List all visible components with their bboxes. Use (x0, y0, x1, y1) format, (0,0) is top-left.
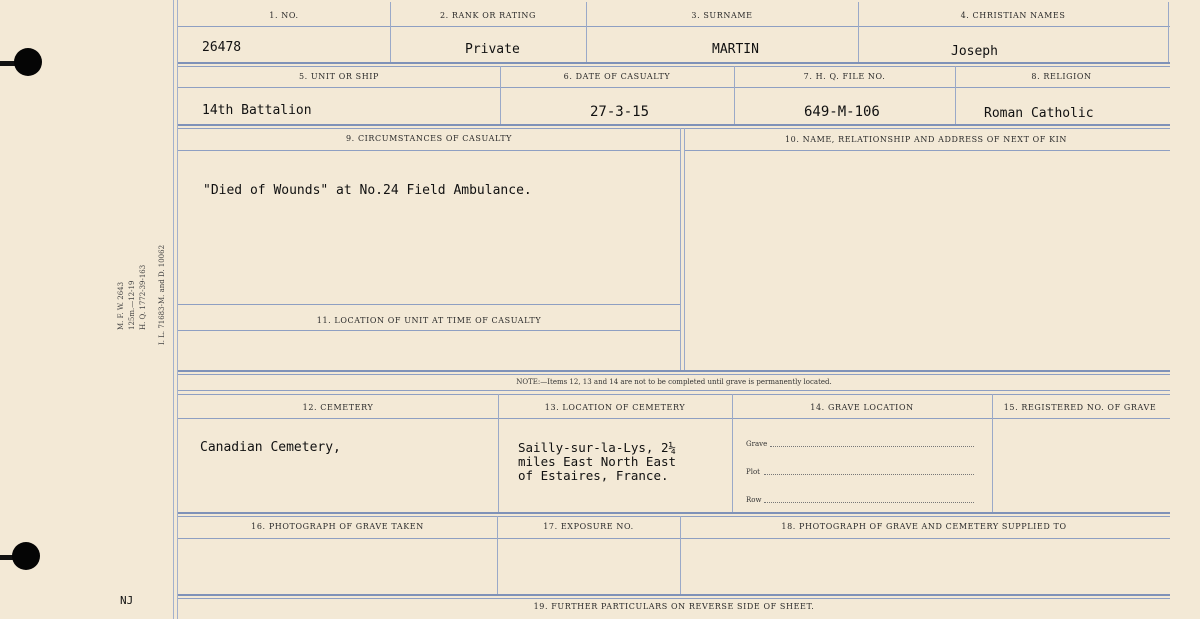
unit: 14th Battalion (202, 103, 312, 118)
header-photograph-supplied: 18. PHOTOGRAPH OF GRAVE AND CEMETERY SUPPLIED TO (781, 522, 1067, 531)
header-location-of-unit: 11. LOCATION OF UNIT AT TIME OF CASUALTY (316, 316, 542, 325)
rule (178, 418, 1170, 419)
form-number-print: M. F. W. 2643 (117, 281, 125, 330)
header-date-of-casualty: 6. DATE OF CASUALTY (563, 72, 671, 81)
religion: Roman Catholic (984, 106, 1094, 121)
punch-hole-top (14, 48, 42, 76)
form-file-number: I. L. 71683-M. and D. 10062 (158, 244, 166, 345)
header-exposure-no: 17. EXPOSURE NO. (543, 522, 634, 531)
header-next-of-kin: 10. NAME, RELATIONSHIP AND ADDRESS OF NEXT OF KIN (784, 135, 1068, 144)
rule (178, 374, 1170, 375)
plot-label: Plot (746, 468, 760, 476)
note-text: NOTE:—Items 12, 13 and 14 are not to be completed until grave is permanently located. (516, 378, 832, 386)
header-hq-file-no: 7. H. Q. FILE NO. (803, 72, 886, 81)
rule (178, 150, 680, 151)
rule (178, 62, 1170, 64)
header-cemetery: 12. CEMETERY (302, 403, 374, 412)
rule (684, 128, 685, 371)
rule (178, 598, 1170, 599)
row-line (764, 502, 974, 503)
rule (178, 370, 1170, 372)
rule (178, 512, 1170, 514)
plot-line (764, 474, 974, 475)
header-circumstances: 9. CIRCUMSTANCES OF CASUALTY (345, 134, 513, 143)
rule (178, 394, 1170, 395)
rule (178, 124, 1170, 126)
header-unit: 5. UNIT OR SHIP (298, 72, 380, 81)
regimental-number: 26478 (202, 40, 242, 55)
surname: MARTIN (712, 42, 759, 57)
rule (178, 304, 680, 305)
grave-label: Grave (746, 440, 768, 448)
rule (684, 150, 1170, 151)
header-location-of-cemetery: 13. LOCATION OF CEMETERY (544, 403, 686, 412)
initials: NJ (120, 594, 134, 607)
date-of-casualty: 27-3-15 (590, 104, 650, 120)
rule (680, 128, 681, 371)
rule (178, 87, 1170, 88)
rule (178, 594, 1170, 596)
header-religion: 8. RELIGION (1031, 72, 1092, 81)
rule (178, 516, 1170, 517)
form-print-run: 125m.—12-19 (128, 280, 136, 330)
form-hq-number: H. Q. 1772-39-163 (139, 264, 147, 330)
header-number: 1. NO. (269, 11, 299, 20)
header-photograph-taken: 16. PHOTOGRAPH OF GRAVE TAKEN (251, 522, 424, 531)
cemetery-location-line1: Sailly-sur-la-Lys, 2¼ (518, 440, 677, 455)
rank: Private (465, 42, 520, 57)
header-rank: 2. RANK OR RATING (439, 11, 537, 20)
rule (178, 26, 1170, 27)
punch-hole-bottom (12, 542, 40, 570)
christian-names: Joseph (951, 44, 998, 59)
rule (178, 538, 1170, 539)
cemetery-location-line3: of Estaires, France. (518, 468, 669, 483)
rule (178, 128, 1170, 129)
rule (178, 330, 680, 331)
header-registered-no: 15. REGISTERED NO. OF GRAVE (1003, 403, 1157, 412)
header-surname: 3. SURNAME (691, 11, 753, 20)
row-label: Row (746, 496, 762, 504)
hq-file-number: 649-M-106 (804, 104, 880, 120)
cemetery-location-line2: miles East North East (518, 454, 677, 469)
margin-rule (173, 0, 174, 619)
rule (1168, 2, 1169, 62)
circumstances-of-casualty: "Died of Wounds" at No.24 Field Ambulance. (203, 183, 532, 198)
rule (178, 390, 1170, 391)
grave-line (770, 446, 974, 447)
header-grave-location: 14. GRAVE LOCATION (810, 403, 914, 412)
footer-note: 19. FURTHER PARTICULARS ON REVERSE SIDE OF SHEET. (533, 602, 815, 611)
header-christian-names: 4. CHRISTIAN NAMES (960, 11, 1066, 20)
cemetery-name: Canadian Cemetery, (200, 440, 341, 455)
rule (178, 66, 1170, 67)
